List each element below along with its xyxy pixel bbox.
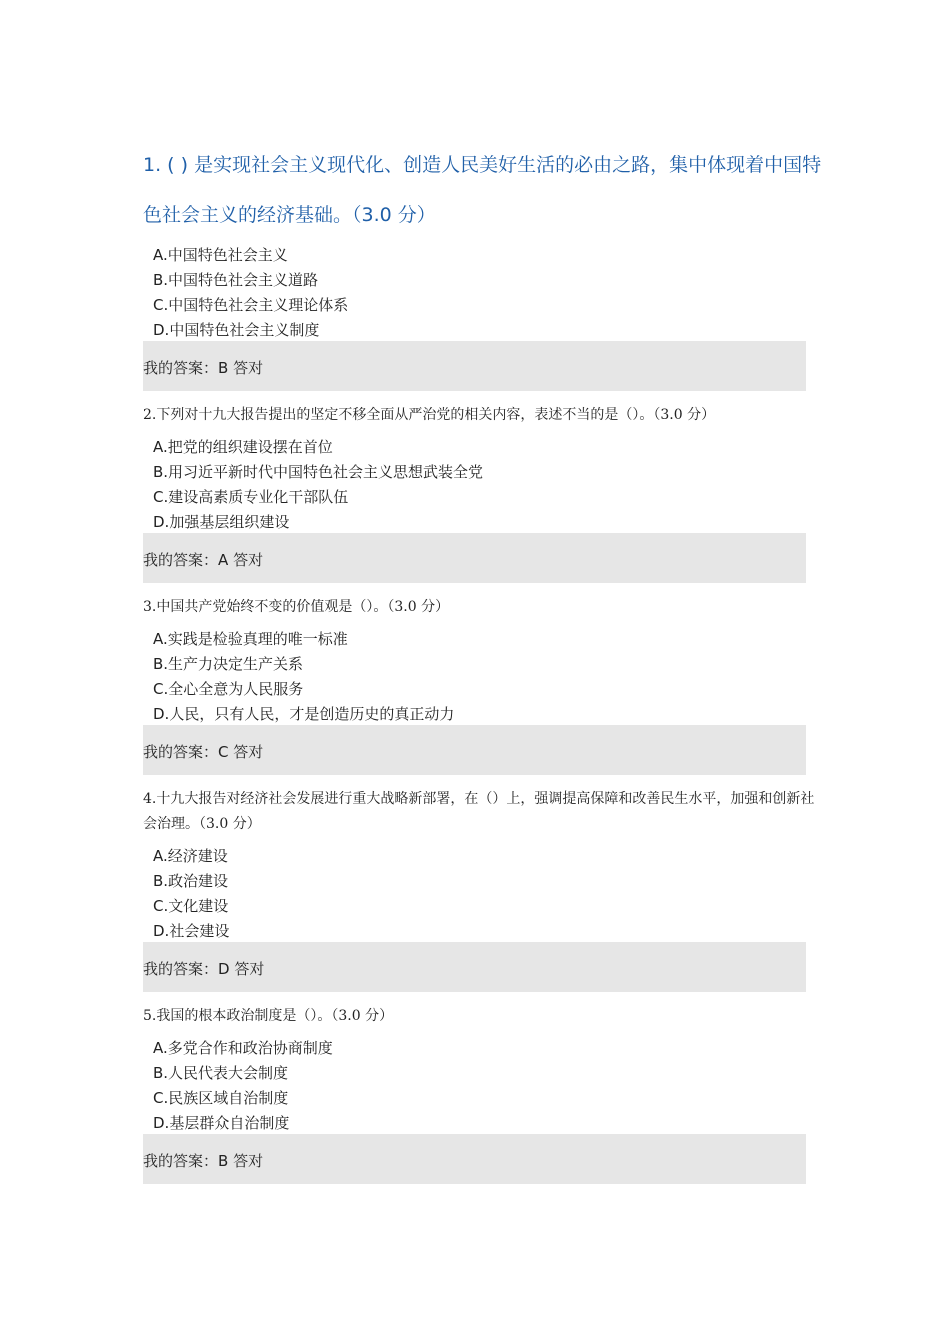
option-d: D.中国特色社会主义制度 [153, 321, 320, 339]
option-d: D.社会建设 [153, 922, 230, 940]
answer-result: 答对 [233, 359, 264, 377]
question-2-answer [143, 533, 806, 583]
answer-value: C [218, 743, 229, 761]
answer-value: B [218, 359, 229, 377]
question-3-options [153, 627, 454, 727]
question-4-text: 4.十九大报告对经济社会发展进行重大战略新部署，在（）上，强调提高保障和改善民生水平，加强和创新社会治理。（3.0 分） [143, 791, 815, 832]
answer-label: 我的答案： [143, 960, 219, 978]
question-3-answer [143, 725, 806, 775]
option-c: C.全心全意为人民服务 [153, 680, 304, 698]
option-d: D.基层群众自治制度 [153, 1114, 290, 1132]
option-a: A.实践是检验真理的唯一标准 [153, 630, 348, 648]
option-b: B.中国特色社会主义道路 [153, 271, 319, 289]
question-1-answer [143, 341, 806, 391]
question-1-options [153, 243, 348, 343]
option-a: A.中国特色社会主义 [153, 246, 288, 264]
answer-value: A [218, 551, 229, 569]
answer-label: 我的答案： [143, 743, 219, 761]
answer-label: 我的答案： [143, 1152, 219, 1170]
option-b: B.生产力决定生产关系 [153, 655, 304, 673]
question-2-options [153, 435, 483, 535]
option-b: B.政治建设 [153, 872, 229, 890]
question-5-options [153, 1036, 333, 1136]
answer-value: D [218, 960, 230, 978]
question-3-text: 3.中国共产党始终不变的价值观是（）。（3.0 分） [143, 599, 450, 615]
question-1-text: 1. ( ) 是实现社会主义现代化、创造人民美好生活的必由之路，集中体现着中国特色社会主义的经济基础。（3.0 分） [143, 154, 822, 226]
answer-result: 答对 [234, 960, 265, 978]
option-a: A.把党的组织建设摆在首位 [153, 438, 333, 456]
answer-result: 答对 [233, 551, 264, 569]
option-b: B.人民代表大会制度 [153, 1064, 289, 1082]
question-2-text: 2.下列对十九大报告提出的坚定不移全面从严治党的相关内容，表述不当的是（）。（3.0 分） [143, 407, 716, 423]
answer-value: B [218, 1152, 229, 1170]
question-5-text: 5.我国的根本政治制度是（）。（3.0 分） [143, 1008, 394, 1024]
option-a: A.多党合作和政治协商制度 [153, 1039, 333, 1057]
answer-label: 我的答案： [143, 551, 219, 569]
option-a: A.经济建设 [153, 847, 228, 865]
answer-result: 答对 [233, 743, 264, 761]
option-c: C.文化建设 [153, 897, 229, 915]
option-d: D.加强基层组织建设 [153, 513, 290, 531]
option-c: C.建设高素质专业化干部队伍 [153, 488, 349, 506]
question-4-options [153, 844, 229, 944]
option-c: C.民族区域自治制度 [153, 1089, 289, 1107]
answer-result: 答对 [233, 1152, 264, 1170]
option-b: B.用习近平新时代中国特色社会主义思想武装全党 [153, 463, 484, 481]
option-d: D.人民，只有人民，才是创造历史的真正动力 [153, 705, 455, 723]
answer-label: 我的答案： [143, 359, 219, 377]
option-c: C.中国特色社会主义理论体系 [153, 296, 349, 314]
question-4-answer [143, 942, 806, 992]
question-5-answer [143, 1134, 806, 1184]
